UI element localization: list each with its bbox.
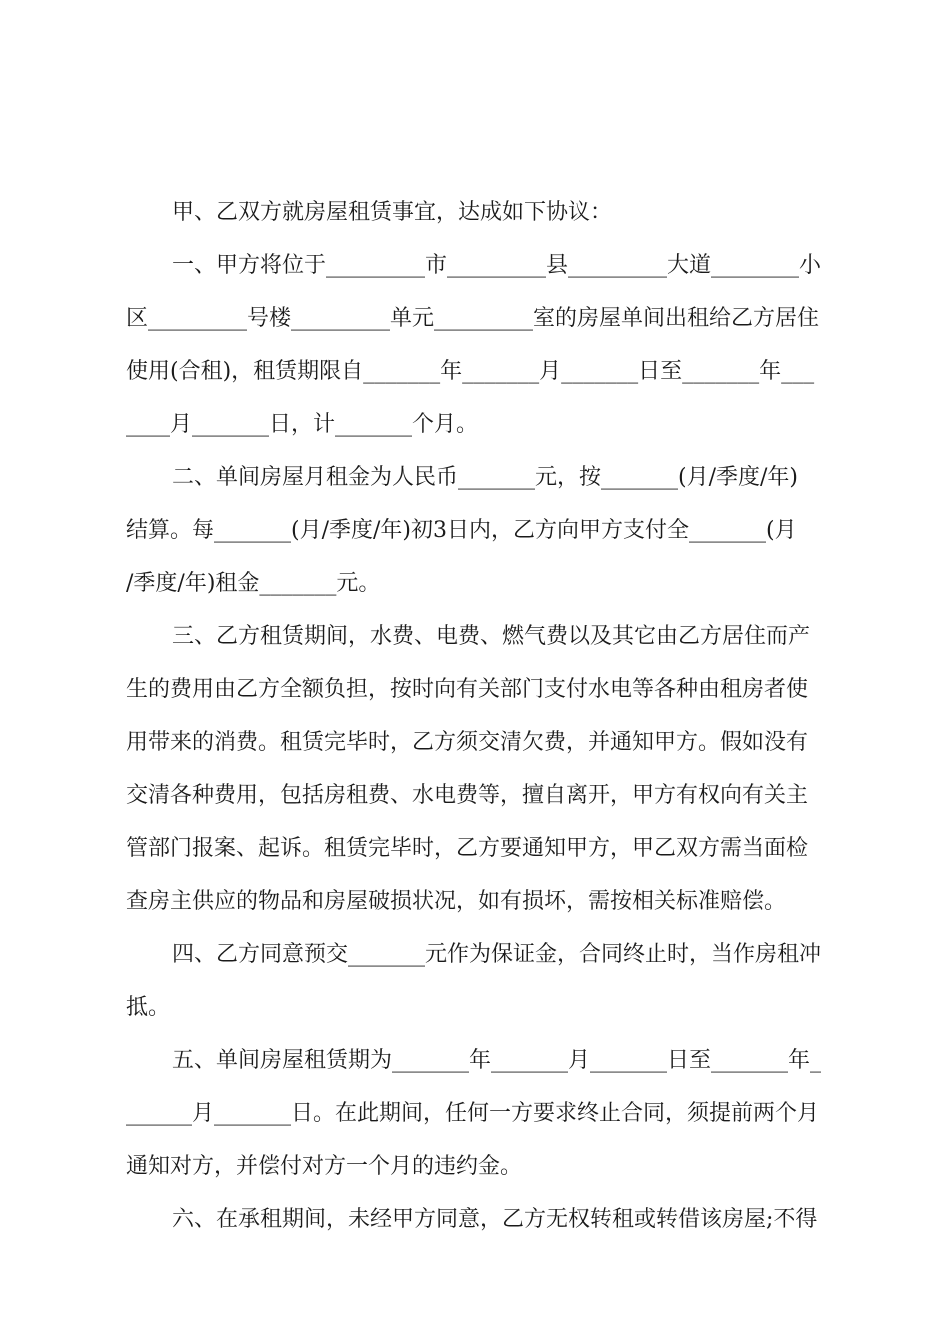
text-line: 用带来的消费。租赁完毕时，乙方须交清欠费，并通知甲方。假如没有 (126, 730, 809, 755)
text-line: 查房主供应的物品和房屋破损状况，如有损坏，需按相关标准赔偿。 (126, 889, 787, 914)
contract-body (126, 186, 832, 1246)
text-line: 抵。 (126, 995, 171, 1020)
text-line: 生的费用由乙方全额负担，按时向有关部门支付水电等各种由租房者使 (126, 677, 809, 702)
text-line: 通知对方，并偿付对方一个月的违约金。 (126, 1154, 523, 1179)
text-line: 结算。每_______(月/季度/年)初3日内，乙方向甲方支付全_______(月 (126, 518, 797, 543)
text-line: 交清各种费用，包括房租费、水电费等，擅自离开，甲方有权向有关主 (126, 783, 809, 808)
text-line-clause-2-start: 二、单间房屋月租金为人民币_______元，按_______(月/季度/年) (172, 465, 798, 490)
text-line: 区_________号楼_________单元_________室的房屋单间出租给乙方居住 (126, 306, 820, 331)
text-line-intro: 甲、乙双方就房屋租赁事宜，达成如下协议： (172, 200, 613, 225)
text-line-clause-5-start: 五、单间房屋租赁期为_______年_______月_______日至_______年_ (172, 1048, 822, 1073)
text-line: /季度/年)租金_______元。 (126, 571, 381, 596)
text-line-clause-3-start: 三、乙方租赁期间，水费、电费、燃气费以及其它由乙方居住而产 (172, 624, 811, 649)
text-line: ______月_______日。在此期间，任何一方要求终止合同，须提前两个月 (126, 1101, 820, 1126)
text-line: ____月_______日，计_______个月。 (126, 412, 479, 437)
text-line-clause-1-start: 一、甲方将位于_________市_________县_________大道________小 (172, 253, 822, 278)
text-line: 使用(合租)，租赁期限自_______年_______月_______日至_______年___ (126, 359, 815, 384)
text-line-clause-4-start: 四、乙方同意预交_______元作为保证金，合同终止时，当作房租冲 (172, 942, 822, 967)
text-line-clause-6-start: 六、在承租期间，未经甲方同意，乙方无权转租或转借该房屋;不得 (172, 1207, 818, 1232)
text-line: 管部门报案、起诉。租赁完毕时，乙方要通知甲方，甲乙双方需当面检 (126, 836, 809, 861)
